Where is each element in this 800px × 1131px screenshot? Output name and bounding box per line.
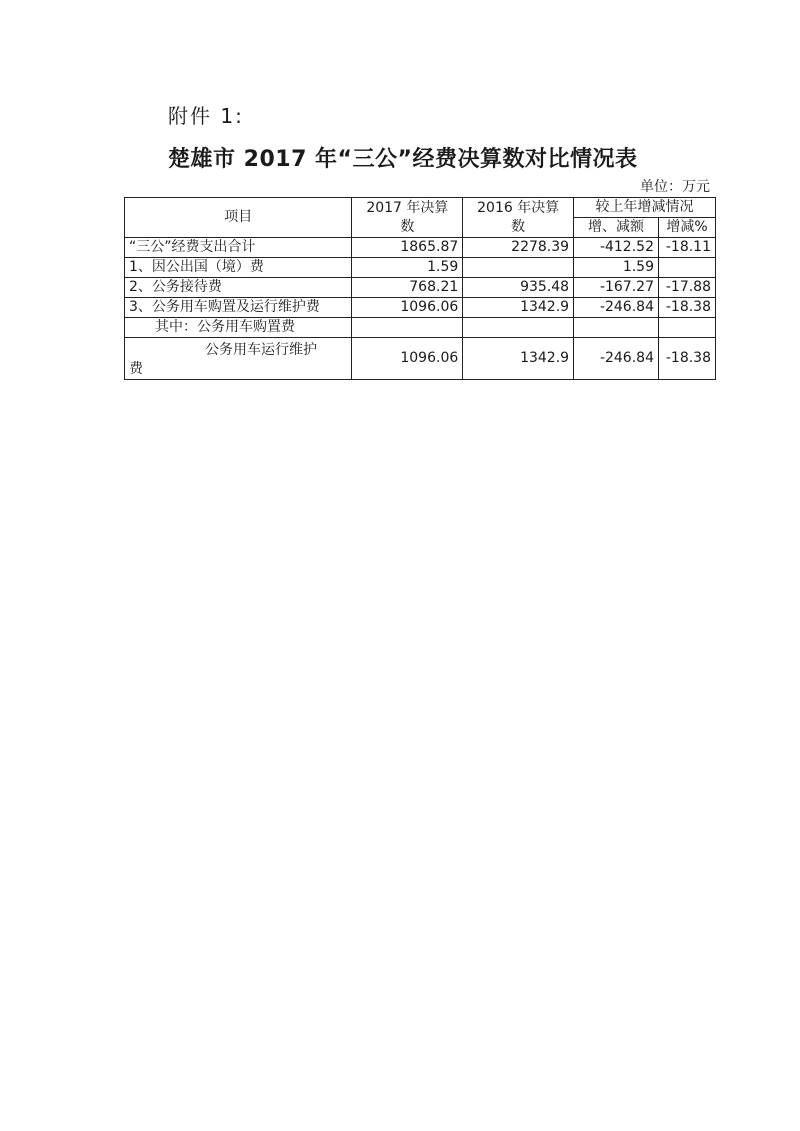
row-pct: -17.88 — [658, 278, 715, 298]
row-2017: 768.21 — [352, 278, 463, 298]
row-item: 1、因公出国（境）费 — [125, 258, 352, 278]
row-item: 其中：公务用车购置费 — [125, 318, 352, 338]
row-diff: -167.27 — [574, 278, 659, 298]
header-change-pct: 增减% — [658, 218, 715, 238]
row-2017 — [352, 318, 463, 338]
row-item-line1: 公务用车运行维护 — [205, 342, 317, 358]
row-2017: 1096.06 — [352, 298, 463, 318]
table-header-row — [125, 198, 716, 218]
row-pct: -18.38 — [658, 338, 715, 380]
table-row — [125, 298, 716, 318]
header-change-group: 较上年增减情况 — [574, 198, 716, 218]
header-2016 — [463, 198, 574, 238]
table-row — [125, 338, 716, 380]
table-row — [125, 258, 716, 278]
row-pct — [658, 258, 715, 278]
row-2016: 1342.9 — [463, 298, 574, 318]
row-diff: -246.84 — [574, 338, 659, 380]
header-change-amount: 增、减额 — [574, 218, 659, 238]
row-pct: -18.38 — [658, 298, 715, 318]
unit-label: 单位：万元 — [640, 179, 710, 195]
header-2017 — [352, 198, 463, 238]
header-2016-line2: 数 — [511, 218, 526, 235]
header-item: 项目 — [125, 198, 352, 238]
row-2017: 1.59 — [352, 258, 463, 278]
row-pct: -18.11 — [658, 238, 715, 258]
row-item: 2、公务接待费 — [125, 278, 352, 298]
row-2017: 1865.87 — [352, 238, 463, 258]
header-2017-line2: 数 — [400, 218, 415, 235]
row-item-line2: 费 — [129, 361, 143, 377]
row-diff — [574, 318, 659, 338]
row-item: 3、公务用车购置及运行维护费 — [125, 298, 352, 318]
row-2016 — [463, 318, 574, 338]
comparison-table — [124, 197, 716, 380]
row-2017: 1096.06 — [352, 338, 463, 380]
row-2016: 2278.39 — [463, 238, 574, 258]
row-item: “三公”经费支出合计 — [125, 238, 352, 258]
header-2017-line1: 2017 年决算 — [366, 199, 449, 216]
attachment-label: 附件 1: — [168, 104, 244, 128]
row-pct — [658, 318, 715, 338]
row-2016: 935.48 — [463, 278, 574, 298]
row-diff: -412.52 — [574, 238, 659, 258]
row-2016 — [463, 258, 574, 278]
row-2016: 1342.9 — [463, 338, 574, 380]
row-diff: -246.84 — [574, 298, 659, 318]
table-row — [125, 238, 716, 258]
row-diff: 1.59 — [574, 258, 659, 278]
header-2016-line1: 2016 年决算 — [477, 199, 560, 216]
row-item — [125, 338, 352, 380]
table-row — [125, 278, 716, 298]
page-title: 楚雄市 2017 年“三公”经费决算数对比情况表 — [168, 147, 638, 172]
table-row — [125, 318, 716, 338]
